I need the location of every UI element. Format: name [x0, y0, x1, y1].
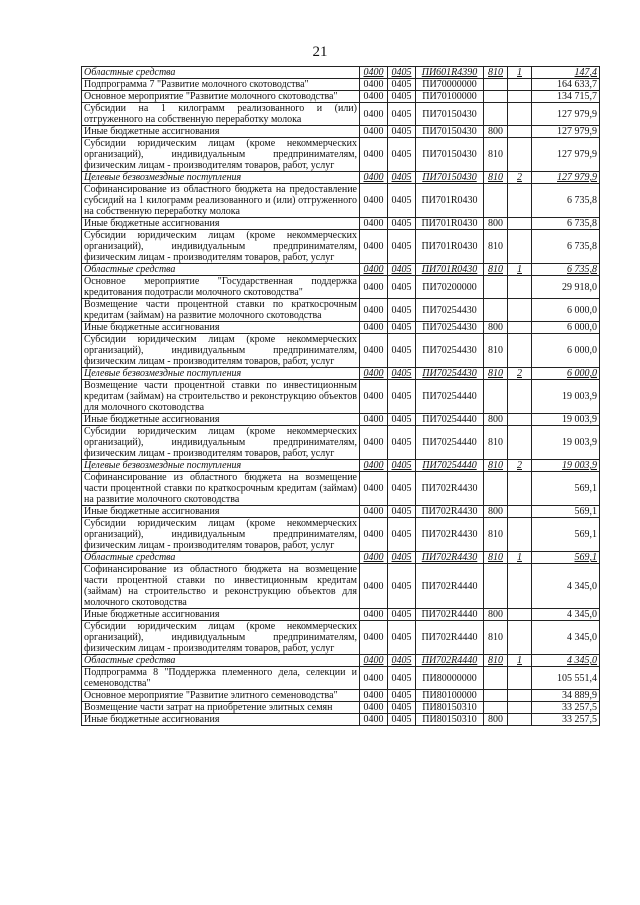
row-section-code: 0400 — [360, 218, 388, 230]
table-row — [82, 103, 600, 126]
row-expense-type: 810 — [484, 138, 508, 172]
row-funding-source — [508, 230, 532, 264]
row-subsection-code: 0405 — [388, 621, 416, 655]
table-row — [82, 184, 600, 218]
row-subsection-code: 0405 — [388, 322, 416, 334]
row-section-code: 0400 — [360, 714, 388, 726]
row-name: Иные бюджетные ассигнования — [82, 322, 360, 334]
row-amount: 164 633,7 — [532, 79, 600, 91]
row-subsection-code: 0405 — [388, 460, 416, 472]
row-expense-type — [484, 79, 508, 91]
row-section-code: 0400 — [360, 91, 388, 103]
row-name: Основное мероприятие "Государственная поддержка кредитования подотрасли молочного скотоводства" — [82, 276, 360, 299]
row-amount: 4 345,0 — [532, 609, 600, 621]
table-row — [82, 621, 600, 655]
row-target-article: ПИ70254440 — [416, 380, 484, 414]
row-target-article: ПИ702R4430 — [416, 472, 484, 506]
row-target-article: ПИ701R0430 — [416, 230, 484, 264]
table-row — [82, 276, 600, 299]
row-expense-type: 810 — [484, 172, 508, 184]
row-section-code: 0400 — [360, 322, 388, 334]
table-row — [82, 264, 600, 276]
table-row — [82, 518, 600, 552]
row-subsection-code: 0405 — [388, 690, 416, 702]
row-section-code: 0400 — [360, 667, 388, 690]
row-amount: 134 715,7 — [532, 91, 600, 103]
row-subsection-code: 0405 — [388, 518, 416, 552]
row-subsection-code: 0405 — [388, 380, 416, 414]
row-section-code: 0400 — [360, 690, 388, 702]
row-subsection-code: 0405 — [388, 91, 416, 103]
row-subsection-code: 0405 — [388, 564, 416, 609]
row-amount: 147,4 — [532, 67, 600, 79]
row-funding-source — [508, 667, 532, 690]
row-target-article: ПИ70150430 — [416, 172, 484, 184]
row-subsection-code: 0405 — [388, 138, 416, 172]
row-funding-source — [508, 426, 532, 460]
row-funding-source: 2 — [508, 460, 532, 472]
row-funding-source — [508, 91, 532, 103]
row-amount: 6 735,8 — [532, 230, 600, 264]
row-section-code: 0400 — [360, 518, 388, 552]
row-funding-source — [508, 138, 532, 172]
row-amount: 33 257,5 — [532, 702, 600, 714]
row-expense-type: 800 — [484, 322, 508, 334]
row-section-code: 0400 — [360, 67, 388, 79]
row-subsection-code: 0405 — [388, 230, 416, 264]
row-name: Целевые безвозмездные поступления — [82, 172, 360, 184]
row-amount: 34 889,9 — [532, 690, 600, 702]
row-section-code: 0400 — [360, 564, 388, 609]
row-expense-type: 800 — [484, 506, 508, 518]
row-target-article: ПИ70254430 — [416, 368, 484, 380]
row-amount: 6 735,8 — [532, 218, 600, 230]
row-funding-source: 2 — [508, 172, 532, 184]
row-subsection-code: 0405 — [388, 368, 416, 380]
row-amount: 127 979,9 — [532, 138, 600, 172]
row-section-code: 0400 — [360, 79, 388, 91]
row-expense-type: 810 — [484, 67, 508, 79]
row-funding-source: 1 — [508, 552, 532, 564]
table-row — [82, 460, 600, 472]
table-row — [82, 91, 600, 103]
row-expense-type: 800 — [484, 126, 508, 138]
row-target-article: ПИ80000000 — [416, 667, 484, 690]
row-section-code: 0400 — [360, 172, 388, 184]
row-funding-source — [508, 103, 532, 126]
table-row — [82, 380, 600, 414]
row-target-article: ПИ70150430 — [416, 103, 484, 126]
row-expense-type — [484, 690, 508, 702]
row-name: Субсидии юридическим лицам (кроме некоммерческих организаций), индивидуальным предпринимателям, физическим лицам - производителям товаров, работ, услуг — [82, 518, 360, 552]
row-funding-source — [508, 334, 532, 368]
row-amount: 105 551,4 — [532, 667, 600, 690]
row-amount: 19 003,9 — [532, 414, 600, 426]
row-funding-source — [508, 414, 532, 426]
table-row — [82, 609, 600, 621]
row-funding-source: 2 — [508, 368, 532, 380]
row-expense-type: 810 — [484, 230, 508, 264]
row-amount: 4 345,0 — [532, 655, 600, 667]
row-name: Субсидии юридическим лицам (кроме некоммерческих организаций), индивидуальным предпринимателям, физическим лицам - производителям товаров, работ, услуг — [82, 426, 360, 460]
row-funding-source — [508, 621, 532, 655]
table-row — [82, 334, 600, 368]
row-funding-source — [508, 184, 532, 218]
row-amount: 4 345,0 — [532, 564, 600, 609]
row-name: Областные средства — [82, 67, 360, 79]
row-expense-type: 810 — [484, 368, 508, 380]
row-subsection-code: 0405 — [388, 414, 416, 426]
row-target-article: ПИ702R4440 — [416, 655, 484, 667]
row-expense-type: 800 — [484, 414, 508, 426]
row-expense-type: 810 — [484, 460, 508, 472]
row-name: Субсидии юридическим лицам (кроме некоммерческих организаций), индивидуальным предпринимателям, физическим лицам - производителям товаров, работ, услуг — [82, 621, 360, 655]
row-section-code: 0400 — [360, 702, 388, 714]
table-row — [82, 299, 600, 322]
row-target-article: ПИ70254440 — [416, 426, 484, 460]
row-name: Софинансирование из областного бюджета на предоставление субсидий на 1 килограмм реализованного и (или) отгруженного на собственную переработку молока — [82, 184, 360, 218]
row-name: Иные бюджетные ассигнования — [82, 218, 360, 230]
row-expense-type — [484, 184, 508, 218]
row-name: Иные бюджетные ассигнования — [82, 609, 360, 621]
row-amount: 6 735,8 — [532, 264, 600, 276]
table-row — [82, 230, 600, 264]
row-target-article: ПИ70150430 — [416, 138, 484, 172]
table-row — [82, 322, 600, 334]
row-expense-type — [484, 91, 508, 103]
row-section-code: 0400 — [360, 334, 388, 368]
row-amount: 127 979,9 — [532, 103, 600, 126]
row-name: Подпрограмма 7 "Развитие молочного скотоводства" — [82, 79, 360, 91]
row-target-article: ПИ70150430 — [416, 126, 484, 138]
row-section-code: 0400 — [360, 472, 388, 506]
row-target-article: ПИ80100000 — [416, 690, 484, 702]
table-row — [82, 172, 600, 184]
table-row — [82, 552, 600, 564]
row-name: Иные бюджетные ассигнования — [82, 126, 360, 138]
row-name: Иные бюджетные ассигнования — [82, 414, 360, 426]
row-funding-source — [508, 380, 532, 414]
row-target-article: ПИ70100000 — [416, 91, 484, 103]
row-target-article: ПИ80150310 — [416, 702, 484, 714]
row-target-article: ПИ702R4430 — [416, 506, 484, 518]
row-amount: 127 979,9 — [532, 172, 600, 184]
row-target-article: ПИ701R0430 — [416, 264, 484, 276]
row-target-article: ПИ70254430 — [416, 334, 484, 368]
row-name: Субсидии юридическим лицам (кроме некоммерческих организаций), индивидуальным предпринимателям, физическим лицам - производителям товаров, работ, услуг — [82, 138, 360, 172]
table-row — [82, 667, 600, 690]
row-funding-source — [508, 276, 532, 299]
row-funding-source — [508, 322, 532, 334]
table-row — [82, 506, 600, 518]
table-row — [82, 426, 600, 460]
table-row — [82, 564, 600, 609]
row-amount: 6 000,0 — [532, 368, 600, 380]
row-amount: 29 918,0 — [532, 276, 600, 299]
row-section-code: 0400 — [360, 506, 388, 518]
row-expense-type: 800 — [484, 218, 508, 230]
row-expense-type: 810 — [484, 426, 508, 460]
row-name: Иные бюджетные ассигнования — [82, 506, 360, 518]
row-name: Областные средства — [82, 655, 360, 667]
page-number: 21 — [312, 44, 328, 60]
row-target-article: ПИ70254430 — [416, 322, 484, 334]
row-amount: 6 000,0 — [532, 322, 600, 334]
row-name: Подпрограмма 8 "Поддержка племенного дела, селекции и семеноводства" — [82, 667, 360, 690]
table-row — [82, 714, 600, 726]
row-subsection-code: 0405 — [388, 172, 416, 184]
row-amount: 569,1 — [532, 518, 600, 552]
row-section-code: 0400 — [360, 103, 388, 126]
row-funding-source: 1 — [508, 655, 532, 667]
row-target-article: ПИ70000000 — [416, 79, 484, 91]
row-target-article: ПИ70254430 — [416, 299, 484, 322]
table-row — [82, 655, 600, 667]
row-funding-source — [508, 299, 532, 322]
row-target-article: ПИ701R0430 — [416, 184, 484, 218]
table-row — [82, 67, 600, 79]
row-subsection-code: 0405 — [388, 184, 416, 218]
row-expense-type: 800 — [484, 714, 508, 726]
table-row — [82, 79, 600, 91]
row-section-code: 0400 — [360, 621, 388, 655]
row-subsection-code: 0405 — [388, 126, 416, 138]
row-section-code: 0400 — [360, 655, 388, 667]
table-row — [82, 368, 600, 380]
table-row — [82, 690, 600, 702]
row-subsection-code: 0405 — [388, 79, 416, 91]
row-expense-type: 810 — [484, 655, 508, 667]
row-section-code: 0400 — [360, 460, 388, 472]
row-section-code: 0400 — [360, 368, 388, 380]
table-row — [82, 126, 600, 138]
row-subsection-code: 0405 — [388, 264, 416, 276]
row-subsection-code: 0405 — [388, 714, 416, 726]
row-expense-type: 810 — [484, 552, 508, 564]
row-section-code: 0400 — [360, 126, 388, 138]
row-expense-type: 810 — [484, 518, 508, 552]
row-subsection-code: 0405 — [388, 667, 416, 690]
row-target-article: ПИ702R4440 — [416, 564, 484, 609]
row-amount: 19 003,9 — [532, 460, 600, 472]
row-amount: 4 345,0 — [532, 621, 600, 655]
row-target-article: ПИ80150310 — [416, 714, 484, 726]
row-target-article: ПИ601R4390 — [416, 67, 484, 79]
row-name: Целевые безвозмездные поступления — [82, 368, 360, 380]
row-funding-source — [508, 714, 532, 726]
row-name: Возмещение части затрат на приобретение элитных семян — [82, 702, 360, 714]
row-target-article: ПИ702R4440 — [416, 621, 484, 655]
row-subsection-code: 0405 — [388, 334, 416, 368]
row-expense-type: 800 — [484, 609, 508, 621]
row-amount: 19 003,9 — [532, 426, 600, 460]
row-amount: 6 000,0 — [532, 334, 600, 368]
row-name: Областные средства — [82, 552, 360, 564]
row-name: Субсидии юридическим лицам (кроме некоммерческих организаций), индивидуальным предпринимателям, физическим лицам - производителям товаров, работ, услуг — [82, 334, 360, 368]
row-subsection-code: 0405 — [388, 218, 416, 230]
row-section-code: 0400 — [360, 299, 388, 322]
row-funding-source — [508, 564, 532, 609]
row-expense-type — [484, 276, 508, 299]
budget-table-body — [82, 67, 600, 726]
row-target-article: ПИ70200000 — [416, 276, 484, 299]
row-subsection-code: 0405 — [388, 426, 416, 460]
row-name: Иные бюджетные ассигнования — [82, 714, 360, 726]
row-name: Субсидии на 1 килограмм реализованного и (или) отгруженного на собственную переработку молока — [82, 103, 360, 126]
row-amount: 6 000,0 — [532, 299, 600, 322]
row-funding-source — [508, 79, 532, 91]
row-subsection-code: 0405 — [388, 472, 416, 506]
row-amount: 33 257,5 — [532, 714, 600, 726]
row-section-code: 0400 — [360, 609, 388, 621]
row-name: Софинансирование из областного бюджета на возмещение части процентной ставки по краткосрочным кредитам (займам) на развитие молочного скотоводства — [82, 472, 360, 506]
row-expense-type — [484, 472, 508, 506]
row-subsection-code: 0405 — [388, 702, 416, 714]
row-name: Возмещение части процентной ставки по краткосрочным кредитам (займам) на развитие молочного скотоводства — [82, 299, 360, 322]
row-funding-source: 1 — [508, 67, 532, 79]
row-subsection-code: 0405 — [388, 67, 416, 79]
row-section-code: 0400 — [360, 264, 388, 276]
row-name: Софинансирование из областного бюджета на возмещение части процентной ставки по инвестиционным кредитам (займам) на строительство и реконструкцию объектов для молочного скотоводства — [82, 564, 360, 609]
row-name: Основное мероприятие "Развитие элитного семеноводства" — [82, 690, 360, 702]
row-expense-type — [484, 380, 508, 414]
row-amount: 569,1 — [532, 506, 600, 518]
row-section-code: 0400 — [360, 414, 388, 426]
row-section-code: 0400 — [360, 138, 388, 172]
row-subsection-code: 0405 — [388, 103, 416, 126]
budget-table — [81, 66, 600, 726]
row-amount: 569,1 — [532, 472, 600, 506]
row-subsection-code: 0405 — [388, 655, 416, 667]
row-name: Областные средства — [82, 264, 360, 276]
row-target-article: ПИ70254440 — [416, 414, 484, 426]
row-target-article: ПИ702R4440 — [416, 609, 484, 621]
row-funding-source — [508, 506, 532, 518]
row-subsection-code: 0405 — [388, 609, 416, 621]
row-amount: 569,1 — [532, 552, 600, 564]
row-section-code: 0400 — [360, 276, 388, 299]
table-row — [82, 218, 600, 230]
row-funding-source — [508, 218, 532, 230]
row-amount: 19 003,9 — [532, 380, 600, 414]
row-section-code: 0400 — [360, 184, 388, 218]
row-expense-type — [484, 564, 508, 609]
row-expense-type — [484, 103, 508, 126]
row-expense-type — [484, 702, 508, 714]
row-section-code: 0400 — [360, 230, 388, 264]
row-funding-source — [508, 518, 532, 552]
row-expense-type: 810 — [484, 621, 508, 655]
row-subsection-code: 0405 — [388, 552, 416, 564]
row-name: Субсидии юридическим лицам (кроме некоммерческих организаций), индивидуальным предпринимателям, физическим лицам - производителям товаров, работ, услуг — [82, 230, 360, 264]
row-name: Возмещение части процентной ставки по инвестиционным кредитам (займам) на строительство и реконструкцию объектов для молочного скотоводства — [82, 380, 360, 414]
table-row — [82, 138, 600, 172]
row-name: Целевые безвозмездные поступления — [82, 460, 360, 472]
row-expense-type: 810 — [484, 264, 508, 276]
row-amount: 127 979,9 — [532, 126, 600, 138]
row-funding-source — [508, 126, 532, 138]
row-subsection-code: 0405 — [388, 276, 416, 299]
table-row — [82, 702, 600, 714]
row-funding-source: 1 — [508, 264, 532, 276]
row-amount: 6 735,8 — [532, 184, 600, 218]
row-expense-type — [484, 667, 508, 690]
row-target-article: ПИ70254440 — [416, 460, 484, 472]
row-target-article: ПИ701R0430 — [416, 218, 484, 230]
row-funding-source — [508, 702, 532, 714]
row-name: Основное мероприятие "Развитие молочного скотоводства" — [82, 91, 360, 103]
row-subsection-code: 0405 — [388, 506, 416, 518]
row-target-article: ПИ702R4430 — [416, 518, 484, 552]
row-expense-type — [484, 299, 508, 322]
row-funding-source — [508, 472, 532, 506]
row-section-code: 0400 — [360, 426, 388, 460]
row-section-code: 0400 — [360, 552, 388, 564]
row-target-article: ПИ702R4430 — [416, 552, 484, 564]
row-funding-source — [508, 690, 532, 702]
row-section-code: 0400 — [360, 380, 388, 414]
row-funding-source — [508, 609, 532, 621]
table-row — [82, 472, 600, 506]
table-row — [82, 414, 600, 426]
row-expense-type: 810 — [484, 334, 508, 368]
row-subsection-code: 0405 — [388, 299, 416, 322]
